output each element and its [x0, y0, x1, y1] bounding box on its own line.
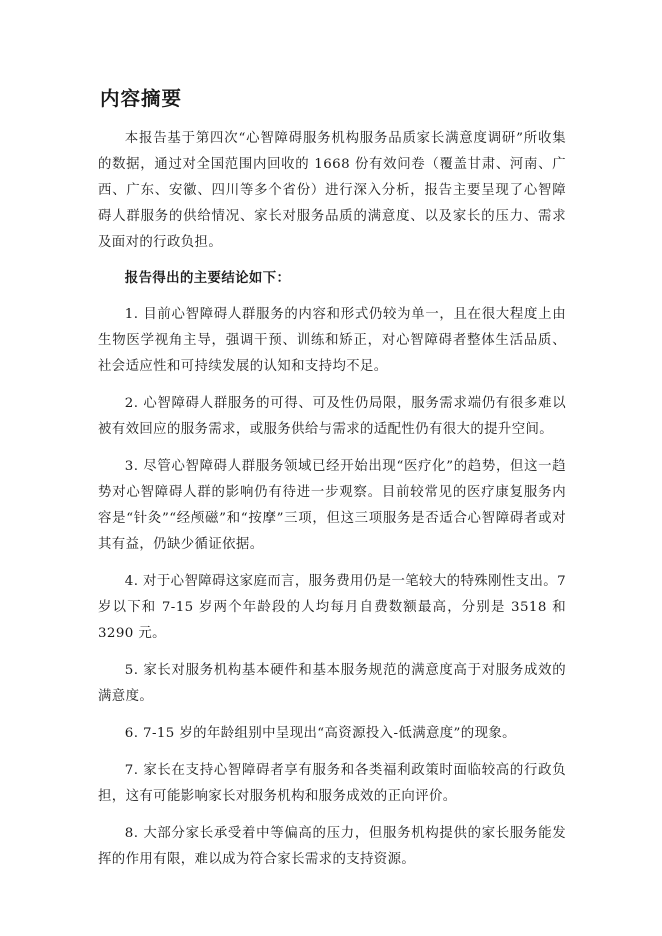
conclusion-item: 2. 心智障碍人群服务的可得、可及性仍局限，服务需求端仍有很多难以被有效回应的服务需求，或服务供给与需求的适配性仍有很大的提升空间。: [98, 396, 566, 437]
conclusions-heading: 报告得出的主要结论如下：: [124, 271, 291, 286]
conclusion-item: 8. 大部分家长承受着中等偏高的压力，但服务机构提供的家长服务能发挥的作用有限，难以成为符合家长需求的支持资源。: [98, 826, 566, 867]
conclusion-item: 5. 家长对服务机构基本硬件和基本服务规范的满意度高于对服务成效的满意度。: [98, 663, 566, 704]
conclusion-item: 1. 目前心智障碍人群服务的内容和形式仍较为单一，且在很大程度上由生物医学视角主导，强调干预、训练和矫正，对心智障碍者整体生活品质、社会适应性和可持续发展的认知和支持均不足。: [98, 307, 566, 374]
conclusion-item: 6. 7-15 岁的年龄组别中呈现出“高资源投入-低满意度”的现象。: [124, 726, 516, 741]
page-title: 内容摘要: [100, 87, 183, 110]
conclusion-item: 3. 尽管心智障碍人群服务领域已经开始出现“医疗化”的趋势，但这一趋势对心智障碍人群的影响仍有待进一步观察。目前较常见的医疗康复服务内容是“针灸”“经颅磁”和“按摩”三项，但这三项服务是否适合心智障碍者或对其有益，仍缺少循证依据。: [98, 459, 566, 552]
conclusion-item: 7. 家长在支持心智障碍者享有服务和各类福利政策时面临较高的行政负担，这有可能影响家长对服务机构和服务成效的正向评价。: [98, 763, 566, 804]
conclusion-item: 4. 对于心智障碍这家庭而言，服务费用仍是一笔较大的特殊刚性支出。7 岁以下和 7-15 岁两个年龄段的人均每月自费数额最高，分别是 3518 和 3290 元。: [98, 574, 566, 641]
intro-paragraph: 本报告基于第四次“心智障碍服务机构服务品质家长满意度调研”所收集的数据，通过对全国范围内回收的 1668 份有效问卷（覆盖甘肃、河南、广西、广东、安徽、四川等多个省份）进行深入分析，报告主要呈现了心智障碍人群服务的供给情况、家长对服务品质的满意度、以及家长的压力、需求及面对的行政负担。: [98, 131, 566, 250]
